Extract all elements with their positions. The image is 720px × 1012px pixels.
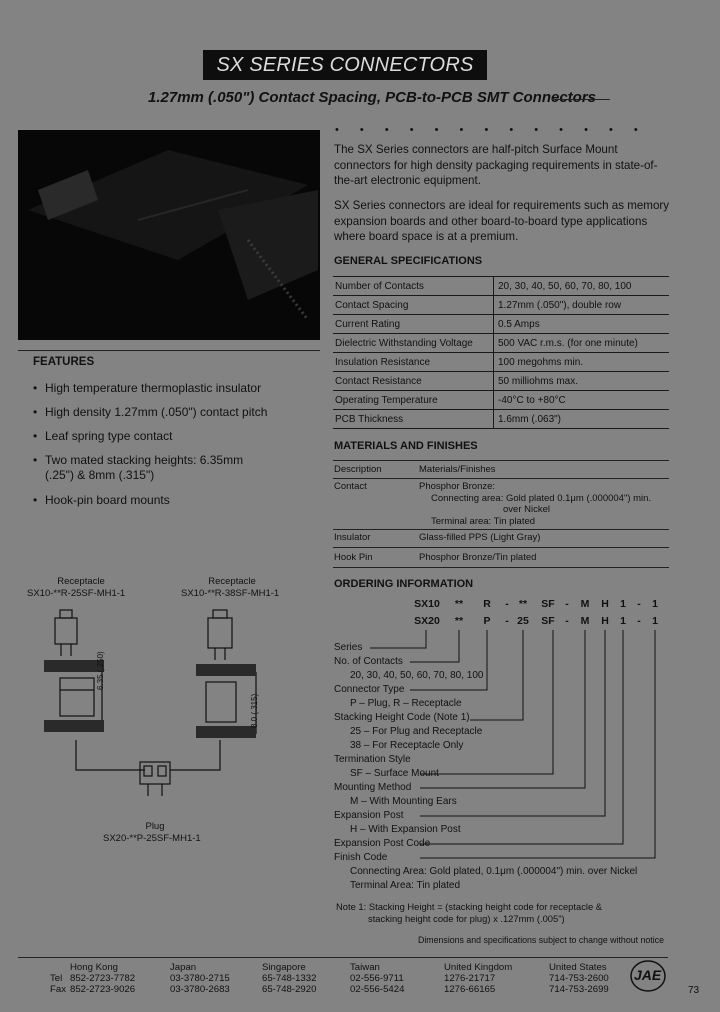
materials-contact-value	[419, 481, 651, 527]
code-segment: -	[505, 615, 509, 627]
code-segment: P	[483, 615, 491, 627]
spec-label: PCB Thickness	[333, 410, 494, 429]
code-segment: -	[505, 598, 509, 610]
footer-tel-label: Tel	[50, 973, 63, 984]
office-column	[262, 962, 316, 995]
spec-row	[333, 315, 669, 334]
spec-value: -40°C to +80°C	[494, 391, 670, 410]
office-tel: 03-3780-2715	[170, 973, 230, 984]
office-name: Taiwan	[350, 962, 380, 973]
ordering-legend	[334, 641, 637, 893]
code-segment: M	[580, 615, 590, 627]
plug-part: SX20-**P-25SF-MH1-1	[103, 833, 201, 844]
ordering-heading: ORDERING INFORMATION	[334, 578, 474, 590]
office-tel: 02-556-9711	[350, 973, 404, 984]
features-heading: FEATURES	[33, 356, 95, 368]
jae-logo	[628, 958, 668, 994]
code-segment: H	[601, 615, 609, 627]
ordering-line: Expansion Post	[334, 810, 404, 821]
ordering-line: No. of Contacts	[334, 656, 403, 667]
page-title: SX SERIES CONNECTORS	[203, 50, 487, 80]
office-column	[70, 962, 135, 995]
materials-col-finishes: Materials/Finishes	[419, 464, 496, 475]
general-specs-table	[333, 276, 669, 429]
note-line: stacking height code for plug) x .127mm (.005")	[368, 913, 565, 924]
ordering-line: 38 – For Receptacle Only	[350, 740, 464, 751]
materials-hookpin-value: Phosphor Bronze/Tin plated	[419, 552, 537, 563]
receptacle-left-label: Receptacle	[57, 576, 105, 587]
materials-contact-label: Contact	[334, 481, 367, 492]
code-segment: H	[601, 598, 609, 610]
bullet-icon: •	[33, 405, 38, 419]
materials-rule-bottom	[333, 567, 669, 568]
code-segment: **	[454, 615, 464, 627]
code-segment: -	[565, 615, 569, 627]
ordering-line: Terminal Area: Tin plated	[350, 880, 461, 891]
feature-item: • Hook-pin board mounts	[33, 493, 170, 507]
spec-row	[333, 410, 669, 429]
feature-item: • High density 1.27mm (.050") contact pitch	[33, 405, 268, 419]
ordering-line: Connector Type	[334, 684, 405, 695]
office-fax: 852-2723-9026	[70, 984, 136, 995]
spec-label: Dielectric Withstanding Voltage	[333, 334, 494, 353]
spec-label: Operating Temperature	[333, 391, 494, 410]
ordering-line: H – With Expansion Post	[350, 824, 461, 835]
spec-value: 50 milliohms max.	[494, 372, 670, 391]
office-fax: 65-748-2920	[262, 984, 317, 995]
decorative-dots: • • • • • • • • • • • • •	[335, 124, 647, 136]
page-subtitle: 1.27mm (.050") Contact Spacing, PCB-to-PCB SMT Connectors	[148, 89, 597, 106]
bullet-icon: •	[33, 381, 38, 395]
logo-text: JAE	[634, 967, 662, 983]
dimension-right: 8.0 (.315)	[250, 693, 259, 728]
contact-line: Connecting area: Gold plated 0.1μm (.000004") min.	[431, 492, 652, 504]
bullet-icon: •	[33, 493, 38, 507]
feature-item: • Leaf spring type contact	[33, 429, 173, 443]
office-name: Japan	[170, 962, 197, 973]
office-fax: 02-556-5424	[350, 984, 405, 995]
ordering-line: Termination Style	[334, 754, 411, 765]
code-segment: **	[454, 598, 464, 610]
receptacle-left-part: SX10-**R-25SF-MH1-1	[27, 588, 126, 599]
connector-photo	[18, 130, 320, 340]
code-segment: SF	[541, 598, 555, 610]
ordering-line: Connecting Area: Gold plated, 0.1μm (.000004") min. over Nickel	[350, 866, 638, 877]
office-fax: 1276-66165	[444, 984, 496, 995]
ordering-line: Finish Code	[334, 852, 388, 863]
code-segment: -	[637, 615, 641, 627]
footer-fax-label: Fax	[50, 984, 66, 995]
office-tel: 65-748-1332	[262, 973, 317, 984]
ordering-line: P – Plug, R – Receptacle	[350, 698, 462, 709]
ordering-line: Series	[334, 642, 363, 653]
materials-col-description: Description	[334, 464, 382, 475]
stacking-diagram	[20, 600, 320, 810]
feature-item: • Two mated stacking heights: 6.35mm (.25") & 8mm (.315")	[33, 453, 244, 482]
feature-item: • High temperature thermoplastic insulator	[33, 381, 262, 395]
spec-value: 100 megohms min.	[494, 353, 670, 372]
code-segment: 25	[517, 615, 529, 627]
spec-label: Contact Resistance	[333, 372, 494, 391]
office-name: United Kingdom	[444, 962, 513, 973]
ordering-line: 20, 30, 40, 50, 60, 70, 80, 100	[350, 670, 484, 681]
contact-line: Terminal area: Tin plated	[431, 515, 536, 527]
spec-value: 0.5 Amps	[494, 315, 670, 334]
intro-paragraph-2: SX Series connectors are ideal for requirements such as memory expansion boards and other board-to-board type applications where board space is at a premium.	[334, 199, 670, 243]
bullet-icon: •	[33, 429, 38, 443]
code-segment: R	[483, 598, 491, 610]
materials-rule-header	[333, 478, 669, 479]
materials-rule-top	[333, 460, 669, 461]
plug-label: Plug	[145, 821, 165, 832]
intro-paragraph-1: The SX Series connectors are half-pitch Surface Mount connectors for high density packaging requirements in state-of-the-art electronic equipment.	[334, 143, 658, 187]
note-line: Note 1: Stacking Height = (stacking height code for receptacle &	[336, 901, 603, 912]
materials-rule-insulator	[333, 547, 669, 548]
materials-rule-contact	[333, 529, 669, 530]
materials-insulator-label: Insulator	[334, 532, 371, 543]
spec-label: Number of Contacts	[333, 277, 494, 296]
code-segment: **	[518, 598, 528, 610]
ordering-line: Expansion Post Code	[334, 838, 431, 849]
receptacle-right-part: SX10-**R-38SF-MH1-1	[181, 588, 280, 599]
office-column	[549, 962, 609, 995]
ordering-line: 25 – For Plug and Receptacle	[350, 726, 483, 737]
footer-rule	[18, 957, 668, 958]
office-name: Singapore	[262, 962, 306, 973]
spec-row	[333, 372, 669, 391]
ordering-line: Mounting Method	[334, 782, 412, 793]
ordering-note	[336, 901, 602, 925]
ordering-line: M – With Mounting Ears	[350, 796, 457, 807]
code-segment: 1	[652, 615, 658, 627]
code-segment: -	[565, 598, 569, 610]
spec-row	[333, 353, 669, 372]
spec-row	[333, 334, 669, 353]
office-name: Hong Kong	[70, 962, 119, 973]
materials-insulator-value: Glass-filled PPS (Light Gray)	[419, 532, 541, 543]
office-fax: 03-3780-2683	[170, 984, 230, 995]
office-fax: 714-753-2699	[549, 984, 609, 995]
office-tel: 1276-21717	[444, 973, 496, 984]
disclaimer: Dimensions and specifications subject to change without notice	[418, 935, 664, 945]
spec-value: 20, 30, 40, 50, 60, 70, 80, 100	[494, 277, 670, 296]
spec-label: Insulation Resistance	[333, 353, 494, 372]
features-rule	[18, 350, 320, 351]
office-name: United States	[549, 962, 607, 973]
office-column	[350, 962, 404, 995]
spec-value: 1.6mm (.063")	[494, 410, 670, 429]
code-segment: 1	[620, 598, 626, 610]
contact-line: over Nickel	[503, 504, 550, 515]
subtitle-rule	[552, 99, 610, 100]
office-column	[170, 962, 230, 995]
dimension-left: 6.35 (.250)	[96, 651, 105, 690]
code-segment: -	[637, 598, 641, 610]
spec-row	[333, 391, 669, 410]
ordering-line: SF – Surface Mount	[350, 768, 439, 779]
office-column	[444, 962, 512, 995]
spec-label: Current Rating	[333, 315, 494, 334]
code-segment: SF	[541, 615, 555, 627]
spec-row	[333, 296, 669, 315]
contact-line: Phosphor Bronze:	[419, 481, 496, 492]
code-segment: SX10	[414, 598, 440, 610]
spec-label: Contact Spacing	[333, 296, 494, 315]
code-segment: 1	[652, 598, 658, 610]
code-segment: 1	[620, 615, 626, 627]
spec-row	[333, 277, 669, 296]
code-segment: SX20	[414, 615, 440, 627]
code-segment: M	[580, 598, 590, 610]
receptacle-right-label: Receptacle	[208, 576, 256, 587]
materials-heading: MATERIALS AND FINISHES	[334, 440, 478, 452]
page-number: 73	[688, 985, 700, 996]
office-tel: 714-753-2600	[549, 973, 609, 984]
spec-value: 500 VAC r.m.s. (for one minute)	[494, 334, 670, 353]
ordering-line: Stacking Height Code (Note 1)	[334, 712, 470, 723]
materials-hookpin-label: Hook Pin	[334, 552, 373, 563]
office-tel: 852-2723-7782	[70, 973, 136, 984]
general-specs-heading: GENERAL SPECIFICATIONS	[334, 255, 483, 267]
bullet-icon: •	[33, 453, 38, 467]
spec-value: 1.27mm (.050"), double row	[494, 296, 670, 315]
